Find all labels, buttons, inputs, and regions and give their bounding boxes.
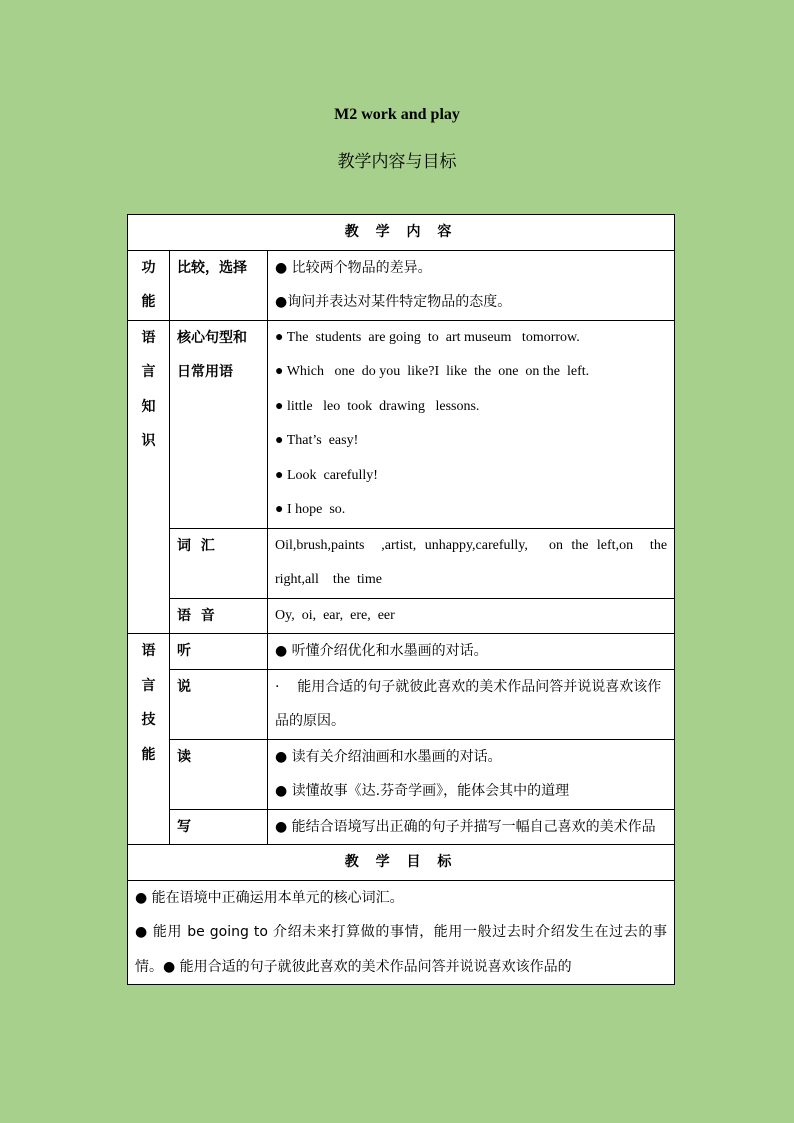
content-header-row xyxy=(128,215,675,251)
listening-row xyxy=(128,634,675,670)
phonics-content: Oy, oi, ear, ere, eer xyxy=(268,598,675,634)
vocabulary-label: 词 汇 xyxy=(170,528,268,598)
phonics-row xyxy=(128,598,675,634)
function-row xyxy=(128,250,675,320)
document-subtitle: 教学内容与目标 xyxy=(337,152,457,172)
sentences-label: 核心句型和 日常用语 xyxy=(170,320,268,528)
vocabulary-content: Oil,brush,paints ,artist, unhappy,carefully, on the left,on the right,all the time xyxy=(268,528,675,598)
function-label: 比较，选择 xyxy=(170,250,268,320)
sentences-row xyxy=(128,320,675,528)
speaking-row xyxy=(128,669,675,739)
language-skills-category: 语 言 技 能 xyxy=(128,634,170,845)
listening-label: 听 xyxy=(170,634,268,670)
document-title: M2 work and play xyxy=(334,106,460,123)
reading-label: 读 xyxy=(170,739,268,809)
writing-content: ● 能结合语境写出正确的句子并描写一幅自己喜欢的美术作品 xyxy=(268,809,675,845)
sentences-content: ● The students are going to art museum tomorrow. ● Which one do you like?I like the one on the left. ● little leo took drawing lessons. ● That’s easy! ● Look carefully! ● I hope so. xyxy=(268,320,675,528)
writing-label: 写 xyxy=(170,809,268,845)
language-knowledge-category: 语 言 知 识 xyxy=(128,320,170,634)
phonics-label: 语 音 xyxy=(170,598,268,634)
objectives-header-row xyxy=(128,845,675,881)
listening-content: ● 听懂介绍优化和水墨画的对话。 xyxy=(268,634,675,670)
objectives-content: ● 能在语境中正确运用本单元的核心词汇。 ● 能用 be going to 介绍未来打算做的事情，能用一般过去时介绍发生在过去的事情。● 能用合适的句子就彼此喜欢的美术作品问答并说说喜欢该作品的 xyxy=(128,880,675,985)
speaking-content: · 能用合适的句子就彼此喜欢的美术作品问答并说说喜欢该作品的原因。 xyxy=(268,669,675,739)
function-content: ● 比较两个物品的差异。 ●询问并表达对某件特定物品的态度。 xyxy=(268,250,675,320)
vocabulary-row xyxy=(128,528,675,598)
objectives-row xyxy=(128,880,675,985)
speaking-label: 说 xyxy=(170,669,268,739)
lesson-table xyxy=(127,214,675,985)
objectives-header: 教 学 目 标 xyxy=(128,845,675,881)
content-header: 教 学 内 容 xyxy=(128,215,675,251)
writing-row xyxy=(128,809,675,845)
reading-row xyxy=(128,739,675,809)
function-category: 功 能 xyxy=(128,250,170,320)
reading-content: ● 读有关介绍油画和水墨画的对话。 ● 读懂故事《达.芬奇学画》，能体会其中的道理 xyxy=(268,739,675,809)
